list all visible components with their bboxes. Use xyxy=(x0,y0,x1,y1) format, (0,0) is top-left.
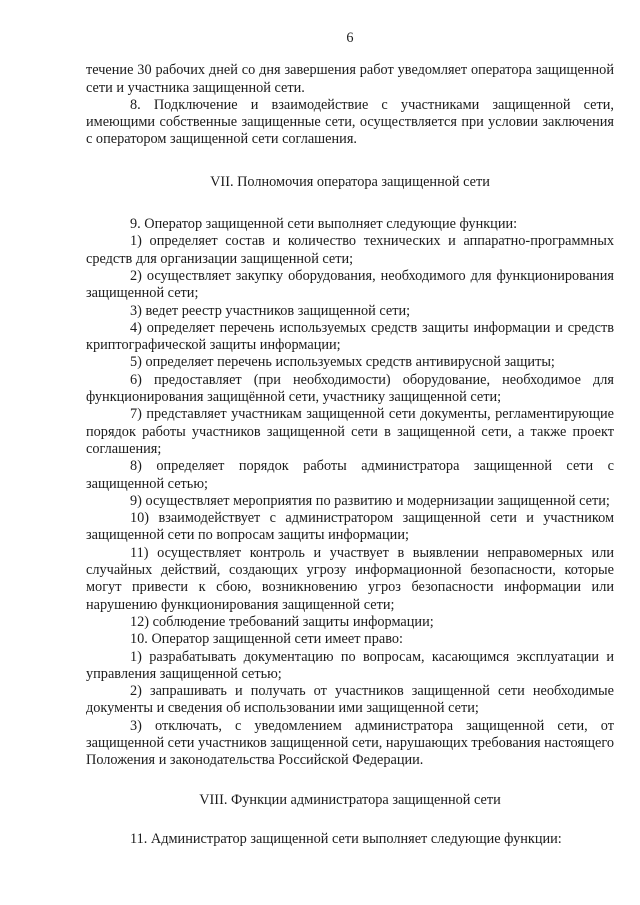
list-item: 3) отключать, с уведомлением администратора защищенной сети, от защищенной сети участников защищенной сети, нарушающих требования настоящего Положения и законодательства Российской Федерации. xyxy=(86,717,614,769)
list-item: 5) определяет перечень используемых средств антивирусной защиты; xyxy=(130,354,555,371)
paragraph-11-intro: 11. Администратор защищенной сети выполняет следующие функции: xyxy=(130,830,562,847)
list-item: 8) определяет порядок работы администратора защищенной сети с защищенной сетью; xyxy=(86,458,614,492)
section-7-heading: VII. Полномочия оператора защищенной сети xyxy=(210,173,490,190)
section-8-heading: VIII. Функции администратора защищенной сети xyxy=(199,791,501,808)
paragraph-8: 8. Подключение и взаимодействие с участниками защищенной сети, имеющими собственные защищенные сети, осуществляется при условии заключения с оператором защищенной сети соглашения. xyxy=(86,96,614,148)
list-item: 1) разрабатывать документацию по вопросам, касающимся эксплуатации и управления защищенной сетью; xyxy=(86,648,614,682)
list-item: 1) определяет состав и количество технических и аппаратно-программных средств для организации защищенной сети; xyxy=(86,233,614,267)
list-item: 4) определяет перечень используемых средств защиты информации и средств криптографической защиты информации; xyxy=(86,319,614,354)
list-item: 11) осуществляет контроль и участвует в выявлении неправомерных или случайных действий, создающих угрозу информационной безопасности, которые могут привести к сбою, возникновению угроз безопасности информации или нарушению функционирования защищенной сети; xyxy=(86,544,614,613)
list-item: 6) предоставляет (при необходимости) оборудование, необходимое для функционирования защищённой сети, участнику защищенной сети; xyxy=(86,371,614,406)
list-item: 2) осуществляет закупку оборудования, необходимого для функционирования защищенной сети; xyxy=(86,267,614,302)
list-item: 3) ведет реестр участников защищенной сети; xyxy=(130,302,411,319)
paragraph-10-intro: 10. Оператор защищенной сети имеет право: xyxy=(130,631,403,648)
list-item: 9) осуществляет мероприятия по развитию и модернизации защищенной сети; xyxy=(130,492,610,509)
paragraph-9-intro: 9. Оператор защищенной сети выполняет следующие функции: xyxy=(130,216,518,233)
list-item: 10) взаимодействует с администратором защищенной сети и участником защищенной сети по вопросам защиты информации; xyxy=(86,510,614,544)
list-item: 2) запрашивать и получать от участников защищенной сети необходимые документы и сведения об использовании ими защищенной сети; xyxy=(86,683,614,717)
page-number: 6 xyxy=(346,30,354,46)
list-item: 7) представляет участникам защищенной сети документы, регламентирующие порядок работы участников защищенной сети в защищенной сети, а также проект соглашения; xyxy=(86,406,614,457)
continuation-paragraph: течение 30 рабочих дней со дня завершения работ уведомляет оператора защищенной сети и участника защищенной сети. xyxy=(86,62,614,96)
list-item: 12) соблюдение требований защиты информации; xyxy=(130,613,434,630)
